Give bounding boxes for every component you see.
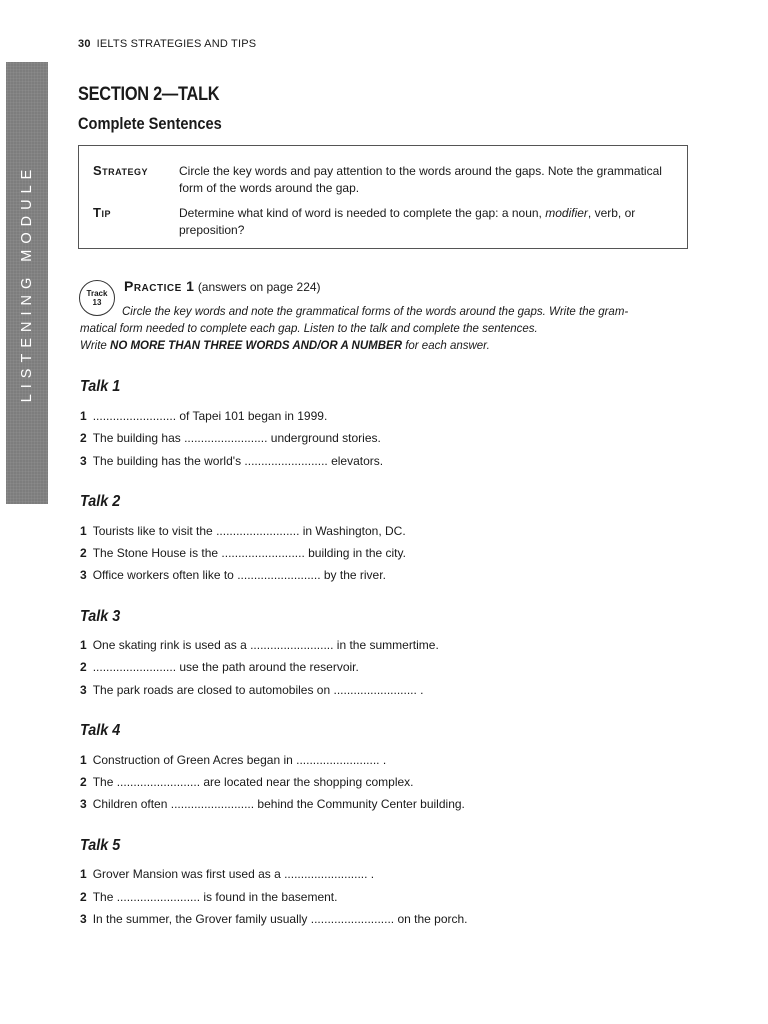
item-text: The Stone House is the ......................... building in the city.: [92, 546, 406, 560]
item-number: 3: [80, 454, 87, 468]
talk-heading: Talk 5: [80, 837, 121, 854]
practice-title: Practice 1: [124, 278, 195, 294]
item-number: 3: [80, 797, 87, 811]
practice-heading: [124, 278, 321, 294]
side-tab: [6, 62, 48, 504]
item-number: 2: [80, 431, 87, 445]
strategy-box: [78, 145, 688, 249]
tip-text-part: , verb, or preposition?: [179, 206, 636, 237]
item-text: One skating rink is used as a ......................... in the summertime.: [92, 638, 439, 652]
item-text: The park roads are closed to automobiles on ......................... .: [92, 683, 424, 697]
talk-heading: Talk 1: [80, 378, 121, 395]
tip-text-emphasis: modifier: [545, 206, 588, 220]
track-badge: [79, 280, 115, 316]
item-text: The building has ......................... underground stories.: [92, 431, 381, 445]
item-text: Tourists like to visit the ......................... in Washington, DC.: [92, 524, 406, 538]
section-title: SECTION 2—TALK: [78, 84, 220, 105]
item-text: ......................... use the path around the reservoir.: [92, 660, 359, 674]
list-item: [80, 524, 406, 538]
tip-text: [179, 205, 673, 239]
list-item: [80, 431, 381, 445]
item-text: The building has the world's ......................... elevators.: [92, 454, 384, 468]
list-item: [80, 867, 374, 881]
tip-row: [93, 205, 673, 239]
list-item: [80, 546, 406, 560]
list-item: [80, 454, 383, 468]
item-number: 2: [80, 660, 87, 674]
list-item: [80, 890, 337, 904]
track-number: 13: [92, 298, 102, 307]
item-number: 1: [80, 638, 87, 652]
talk-heading: Talk 4: [80, 722, 121, 739]
list-item: [80, 409, 327, 423]
item-number: 2: [80, 546, 87, 560]
running-title: IELTS STRATEGIES AND TIPS: [96, 38, 257, 50]
item-text: Grover Mansion was first used as a ......................... .: [92, 867, 375, 881]
page-number: 30: [78, 38, 91, 50]
item-text: In the summer, the Grover family usually ......................... on the porch.: [92, 912, 468, 926]
talk-heading: Talk 3: [80, 608, 121, 625]
item-text: ......................... of Tapei 101 began in 1999.: [92, 409, 328, 423]
list-item: [80, 568, 386, 582]
instruction-line-2: matical form needed to complete each gap. Listen to the talk and complete the sentences.: [80, 323, 538, 335]
item-text: Children often ......................... behind the Community Center building.: [92, 797, 465, 811]
track-label: Track: [86, 289, 108, 298]
section-subtitle: Complete Sentences: [78, 114, 222, 133]
list-item: [80, 797, 465, 811]
instruction-text: for each answer.: [402, 340, 490, 352]
list-item: [80, 683, 424, 697]
list-item: [80, 660, 359, 674]
talk-heading: Talk 2: [80, 493, 121, 510]
item-text: The ......................... is found in the basement.: [92, 890, 338, 904]
strategy-row: [93, 163, 673, 197]
item-number: 2: [80, 890, 87, 904]
instruction-text: Write: [80, 340, 111, 352]
list-item: [80, 775, 414, 789]
strategy-label: Strategy: [93, 163, 149, 178]
item-number: 3: [80, 568, 87, 582]
running-header: [78, 38, 256, 50]
tip-label: Tip: [93, 205, 111, 220]
list-item: [80, 912, 468, 926]
tip-text-part: Determine what kind of word is needed to complete the gap: a noun,: [179, 206, 546, 220]
item-number: 1: [80, 409, 87, 423]
instruction-line-1: Circle the key words and note the grammatical forms of the words around the gaps. Write the gram-: [122, 306, 629, 318]
list-item: [80, 638, 439, 652]
instruction-emphasis: NO MORE THAN THREE WORDS AND/OR A NUMBER: [110, 340, 402, 352]
practice-answers-ref: (answers on page 224): [197, 280, 321, 294]
item-number: 1: [80, 524, 87, 538]
strategy-text: Circle the key words and pay attention to the words around the gaps. Note the grammatical form of the words around the gap.: [179, 164, 662, 195]
item-number: 1: [80, 867, 87, 881]
item-number: 3: [80, 912, 87, 926]
item-number: 3: [80, 683, 87, 697]
item-text: Construction of Green Acres began in ......................... .: [92, 753, 387, 767]
item-text: Office workers often like to ......................... by the river.: [92, 568, 386, 582]
item-number: 1: [80, 753, 87, 767]
item-text: The ......................... are located near the shopping complex.: [92, 775, 414, 789]
item-number: 2: [80, 775, 87, 789]
side-tab-label: LISTENING MODULE: [19, 163, 35, 403]
instruction-line-3: [80, 338, 695, 354]
list-item: [80, 753, 386, 767]
